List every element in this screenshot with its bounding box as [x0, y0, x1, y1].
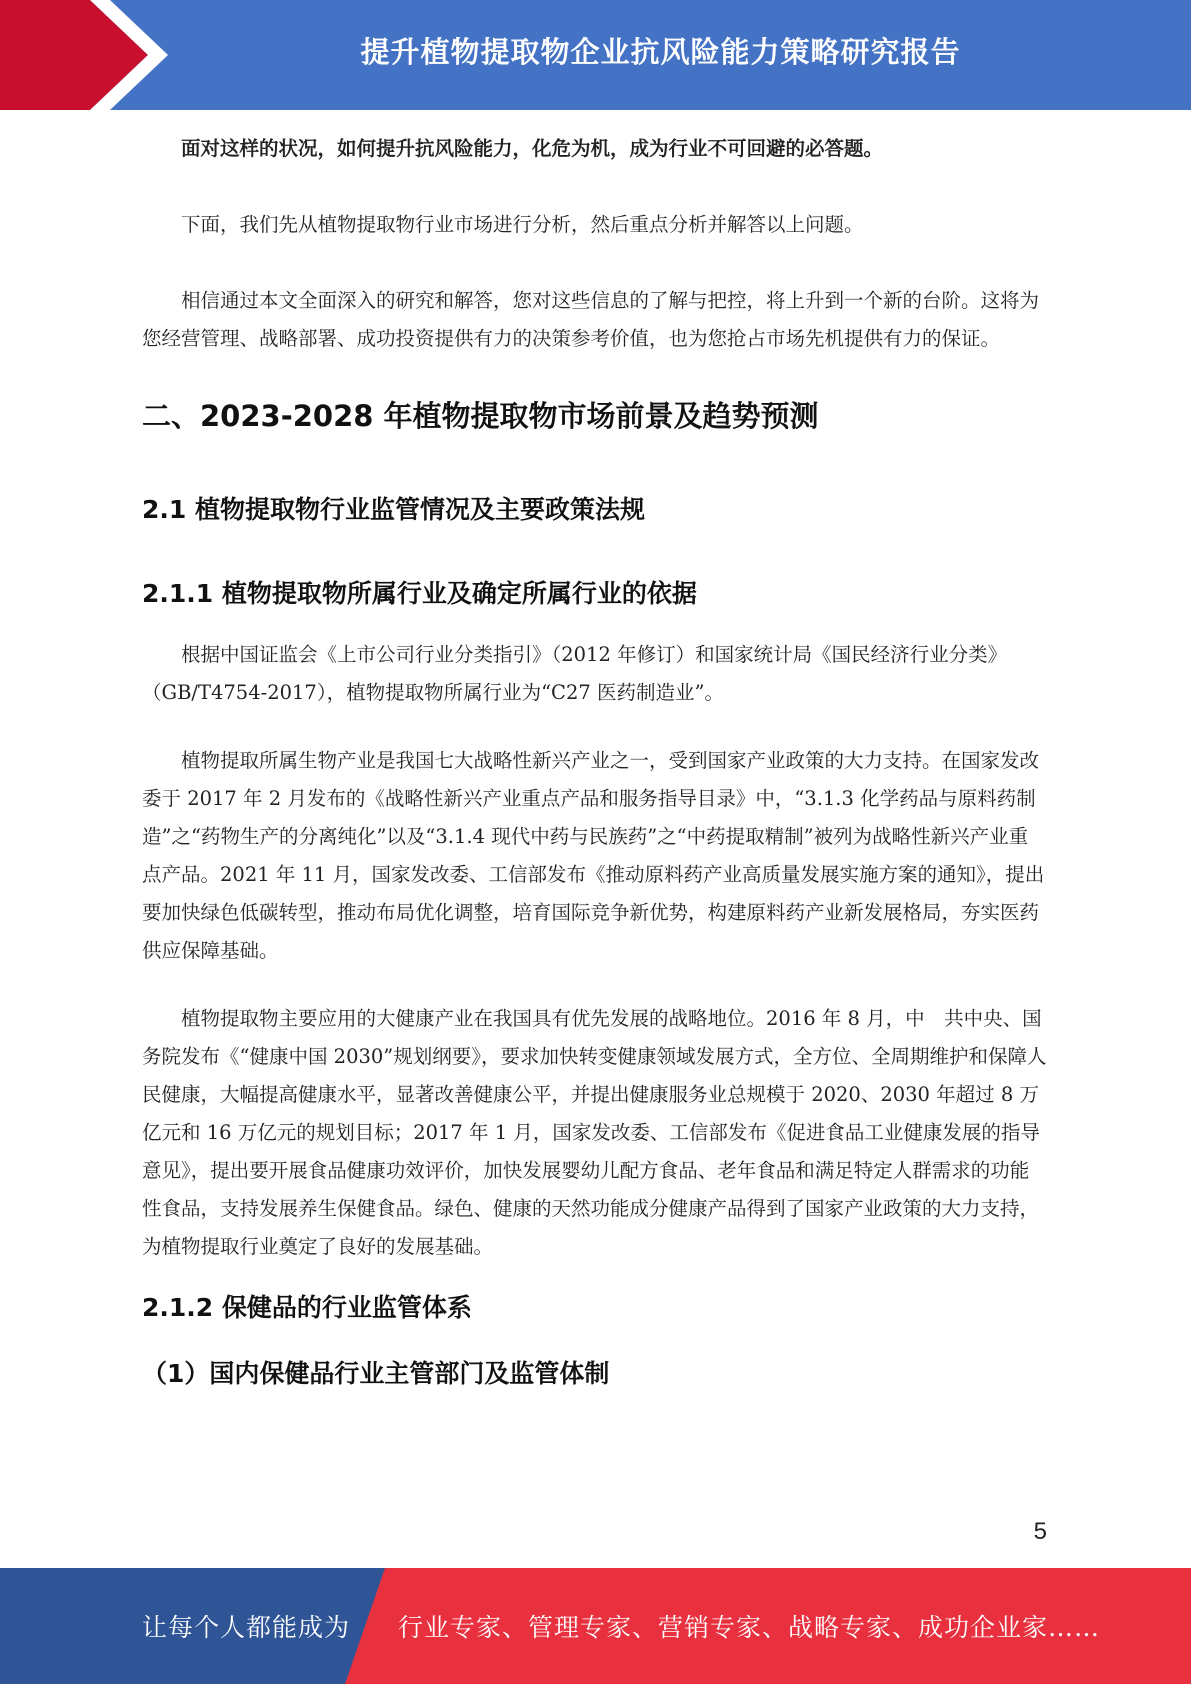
page-number: 5	[1033, 1518, 1047, 1545]
heading-2-1-2: 2.1.2 保健品的行业监管体系	[142, 1293, 472, 1322]
paragraph-industry-classification: 根据中国证监会《上市公司行业分类指引》（2012 年修订）和国家统计局《国民经济行业分类》（GB/T4754-2017），植物提取物所属行业为“C27 医药制造业”。	[142, 643, 1008, 704]
footer-slogan-left: 让每个人都能成为	[142, 1613, 351, 1642]
section-heading-2: 二、2023-2028 年植物提取物市场前景及趋势预测	[142, 399, 819, 433]
page-header	[0, 0, 1191, 110]
heading-sub-1: （1）国内保健品行业主管部门及监管体制	[142, 1359, 610, 1388]
document-body	[142, 130, 1047, 1392]
footer-slogan-right: 行业专家、管理专家、营销专家、战略专家、成功企业家……	[398, 1613, 1101, 1642]
paragraph-intro: 下面，我们先从植物提取物行业市场进行分析，然后重点分析并解答以上问题。	[181, 213, 864, 236]
heading-2-1-1: 2.1.1 植物提取物所属行业及确定所属行业的依据	[142, 579, 697, 608]
report-title: 提升植物提取物企业抗风险能力策略研究报告	[360, 34, 961, 69]
page-footer	[0, 1568, 1191, 1684]
paragraph-health-industry: 植物提取物主要应用的大健康产业在我国具有优先发展的战略地位。2016 年 8 月，中 共中央、国务院发布《“健康中国 2030”规划纲要》，要求加快转变健康领域发展方式，全方位、全周期维护和保障人民健康，大幅提高健康水平，显著改善健康公平，并提出健康服务业总规模于 2020、2030 年超过 8 万亿元和 16 万亿元的规划目标；2017 年 1 月，国家发改委、工信部发布《促进食品工业健康发展的指导意见》，提出要开展食品健康功效评价，加快发展婴幼儿配方食品、老年食品和满足特定人群需求的功能性食品，支持发展养生保健食品。绿色、健康的天然功能成分健康产品得到了国家产业政策的大力支持，为植物提取行业奠定了良好的发展基础。	[142, 1007, 1047, 1258]
paragraph-value: 相信通过本文全面深入的研究和解答，您对这些信息的了解与把控，将上升到一个新的台阶。这将为您经营管理、战略部署、成功投资提供有力的决策参考价值，也为您抢占市场先机提供有力的保证。	[142, 289, 1040, 350]
heading-2-1: 2.1 植物提取物行业监管情况及主要政策法规	[142, 495, 645, 524]
paragraph-policy-support: 植物提取所属生物产业是我国七大战略性新兴产业之一，受到国家产业政策的大力支持。在国家发改委于 2017 年 2 月发布的《战略性新兴产业重点产品和服务指导目录》中，“3.1.3 化学药品与原料药制造”之“药物生产的分离纯化”以及“3.1.4 现代中药与民族药”之“中药提取精制”被列为战略性新兴产业重点产品。2021 年 11 月，国家发改委、工信部发布《推动原料药产业高质量发展实施方案的通知》，提出要加快绿色低碳转型，推动布局优化调整，培育国际竞争新优势，构建原料药产业新发展格局，夯实医药供应保障基础。	[142, 749, 1045, 962]
paragraph-challenge: 面对这样的状况，如何提升抗风险能力，化危为机，成为行业不可回避的必答题。	[181, 137, 884, 160]
